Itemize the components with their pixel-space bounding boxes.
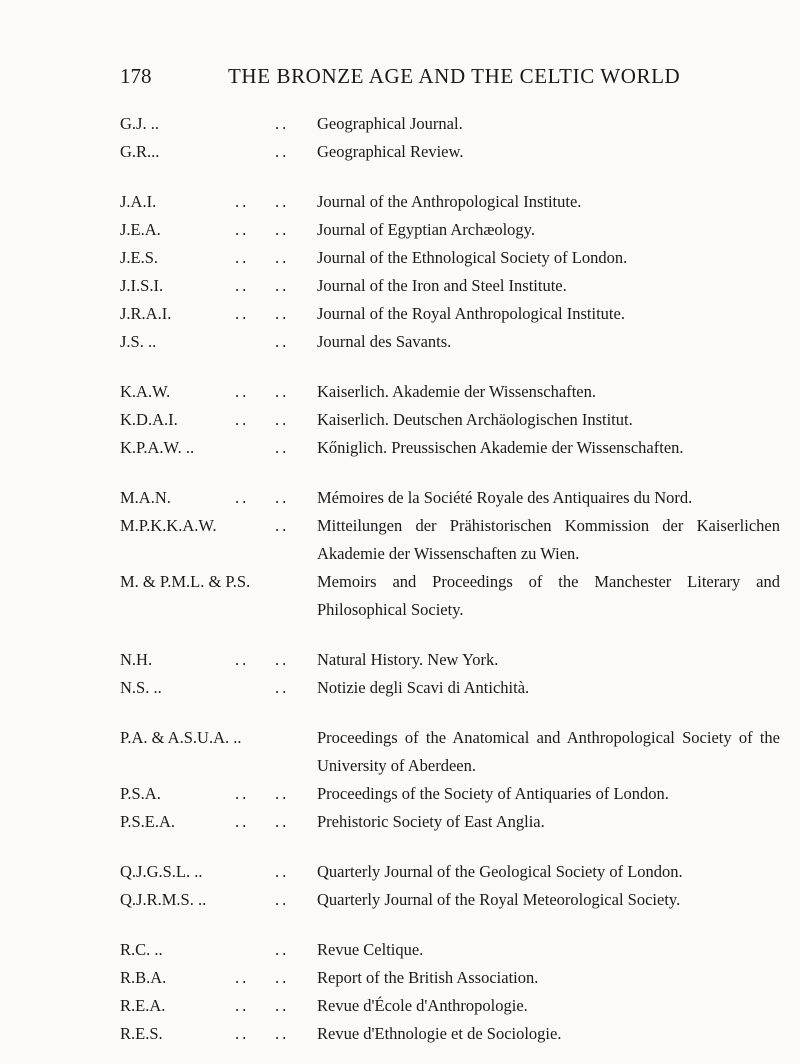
definition: Quarterly Journal of the Royal Meteorological Society.	[317, 890, 681, 909]
leader-dots: ..	[275, 784, 290, 803]
leader-dots: ..	[235, 304, 250, 323]
abbreviation: J.E.A.	[120, 220, 161, 239]
abbreviation-entry	[120, 646, 780, 674]
definition: Memoirs and Proceedings of the Manchester Literary and Philosophical Society.	[317, 572, 780, 619]
abbreviation-entry	[120, 886, 780, 914]
abbreviation: K.D.A.I.	[120, 410, 178, 429]
leader-dots: ..	[275, 332, 290, 351]
leader-dots: ..	[275, 438, 290, 457]
leader-dots: ..	[235, 812, 250, 831]
abbreviation-entry	[120, 808, 780, 836]
leader-dots: ..	[275, 650, 290, 669]
abbreviation: P.S.A.	[120, 784, 161, 803]
definition: Journal of the Royal Anthropological Institute.	[317, 304, 625, 323]
abbreviation-entry	[120, 992, 780, 1020]
abbreviation: P.S.E.A.	[120, 812, 176, 831]
leader-dots: ..	[235, 192, 250, 211]
definition: Mémoires de la Société Royale des Antiquaires du Nord.	[317, 488, 693, 507]
abbreviation: K.P.A.W. ..	[120, 438, 195, 457]
abbreviation: N.S. ..	[120, 678, 162, 697]
abbreviation-entry	[120, 328, 780, 356]
leader-dots: ..	[275, 220, 290, 239]
leader-dots: ..	[235, 220, 250, 239]
running-head: THE BRONZE AGE AND THE CELTIC WORLD	[228, 64, 681, 88]
leader-dots: ..	[235, 968, 250, 987]
definition: Natural History. New York.	[317, 650, 499, 669]
abbreviation: J.A.I.	[120, 192, 157, 211]
abbreviation-entry	[120, 780, 780, 808]
abbreviation: J.R.A.I.	[120, 304, 172, 323]
definition: Kaiserlich. Akademie der Wissenschaften.	[317, 382, 596, 401]
definition: Journal of the Iron and Steel Institute.	[317, 276, 567, 295]
group-spacer	[120, 836, 780, 858]
abbreviation-entry	[120, 138, 780, 166]
definition: Geographical Journal.	[317, 114, 463, 133]
leader-dots: ..	[235, 382, 250, 401]
leader-dots: ..	[275, 410, 290, 429]
leader-dots: ..	[275, 678, 290, 697]
leader-dots: ..	[275, 382, 290, 401]
definition: Prehistoric Society of East Anglia.	[317, 812, 545, 831]
definition: Mitteilungen der Prähistorischen Kommission der Kaiserlichen Akademie der Wissenschaften zu Wien.	[317, 516, 780, 563]
leader-dots: ..	[235, 276, 250, 295]
abbreviation-entry	[120, 434, 780, 462]
abbreviation: J.I.S.I.	[120, 276, 164, 295]
abbreviation: M.A.N.	[120, 488, 171, 507]
definition: Proceedings of the Anatomical and Anthropological Society of the University of Aberdeen.	[317, 728, 780, 775]
group-spacer	[120, 462, 780, 484]
definition: Revue Celtique.	[317, 940, 424, 959]
abbreviation-entry	[120, 406, 780, 434]
leader-dots: ..	[235, 784, 250, 803]
leader-dots: ..	[235, 996, 250, 1015]
abbreviation-entry	[120, 568, 780, 624]
definition: Journal of the Anthropological Institute.	[317, 192, 582, 211]
leader-dots: ..	[275, 968, 290, 987]
abbreviation-entry	[120, 724, 780, 780]
leader-dots: ..	[275, 812, 290, 831]
definition: Kőniglich. Preussischen Akademie der Wissenschaften.	[317, 438, 684, 457]
leader-dots: ..	[235, 650, 250, 669]
definition: Geographical Review.	[317, 142, 464, 161]
page-header	[120, 64, 770, 94]
definition: Journal of Egyptian Archæology.	[317, 220, 535, 239]
definition: Notizie degli Scavi di Antichità.	[317, 678, 530, 697]
definition: Revue d'École d'Anthropologie.	[317, 996, 528, 1015]
abbreviation-entry	[120, 216, 780, 244]
abbreviation-entry	[120, 936, 780, 964]
abbreviation-entry	[120, 272, 780, 300]
abbreviation: R.E.A.	[120, 996, 166, 1015]
group-spacer	[120, 702, 780, 724]
leader-dots: ..	[275, 304, 290, 323]
abbreviation-entry	[120, 300, 780, 328]
abbreviation: N.H.	[120, 650, 153, 669]
leader-dots: ..	[275, 996, 290, 1015]
leader-dots: ..	[275, 192, 290, 211]
abbreviation-entry	[120, 484, 780, 512]
leader-dots: ..	[235, 248, 250, 267]
abbreviation-entry	[120, 188, 780, 216]
definition: Quarterly Journal of the Geological Society of London.	[317, 862, 683, 881]
leader-dots: ..	[275, 862, 290, 881]
abbreviation-entry	[120, 512, 780, 568]
group-spacer	[120, 356, 780, 378]
abbreviation: G.J. ..	[120, 114, 159, 133]
abbreviation-entry	[120, 378, 780, 406]
page-number: 178	[120, 64, 152, 88]
abbreviation-entry	[120, 858, 780, 886]
definition: Journal of the Ethnological Society of London.	[317, 248, 628, 267]
abbreviation: R.E.S.	[120, 1024, 163, 1043]
leader-dots: ..	[235, 1024, 250, 1043]
leader-dots: ..	[275, 890, 290, 909]
abbreviation: M. & P.M.L. & P.S.	[120, 572, 251, 591]
abbreviation: J.S. ..	[120, 332, 157, 351]
leader-dots: ..	[275, 940, 290, 959]
definition: Revue d'Ethnologie et de Sociologie.	[317, 1024, 562, 1043]
definition: Proceedings of the Society of Antiquaries of London.	[317, 784, 669, 803]
abbreviation-entry	[120, 110, 780, 138]
leader-dots: ..	[275, 114, 290, 133]
leader-dots: ..	[275, 248, 290, 267]
abbreviation: G.R...	[120, 142, 160, 161]
abbreviation: R.C. ..	[120, 940, 163, 959]
definition: Report of the British Association.	[317, 968, 539, 987]
group-spacer	[120, 624, 780, 646]
abbreviation-entry	[120, 674, 780, 702]
abbreviation-list	[120, 110, 780, 1048]
abbreviation-entry	[120, 244, 780, 272]
leader-dots: ..	[275, 1024, 290, 1043]
abbreviation-entry	[120, 964, 780, 992]
leader-dots: ..	[235, 410, 250, 429]
abbreviation: Q.J.R.M.S. ..	[120, 890, 207, 909]
group-spacer	[120, 166, 780, 188]
definition: Kaiserlich. Deutschen Archäologischen Institut.	[317, 410, 633, 429]
abbreviation: K.A.W.	[120, 382, 171, 401]
abbreviation: P.A. & A.S.U.A. ..	[120, 728, 242, 747]
leader-dots: ..	[235, 488, 250, 507]
abbreviation: Q.J.G.S.L. ..	[120, 862, 203, 881]
group-spacer	[120, 914, 780, 936]
abbreviation-entry	[120, 1020, 780, 1048]
abbreviation: M.P.K.K.A.W.	[120, 516, 217, 535]
leader-dots: ..	[275, 516, 290, 535]
abbreviation: R.B.A.	[120, 968, 167, 987]
leader-dots: ..	[275, 276, 290, 295]
leader-dots: ..	[275, 488, 290, 507]
abbreviation: J.E.S.	[120, 248, 159, 267]
definition: Journal des Savants.	[317, 332, 452, 351]
leader-dots: ..	[275, 142, 290, 161]
